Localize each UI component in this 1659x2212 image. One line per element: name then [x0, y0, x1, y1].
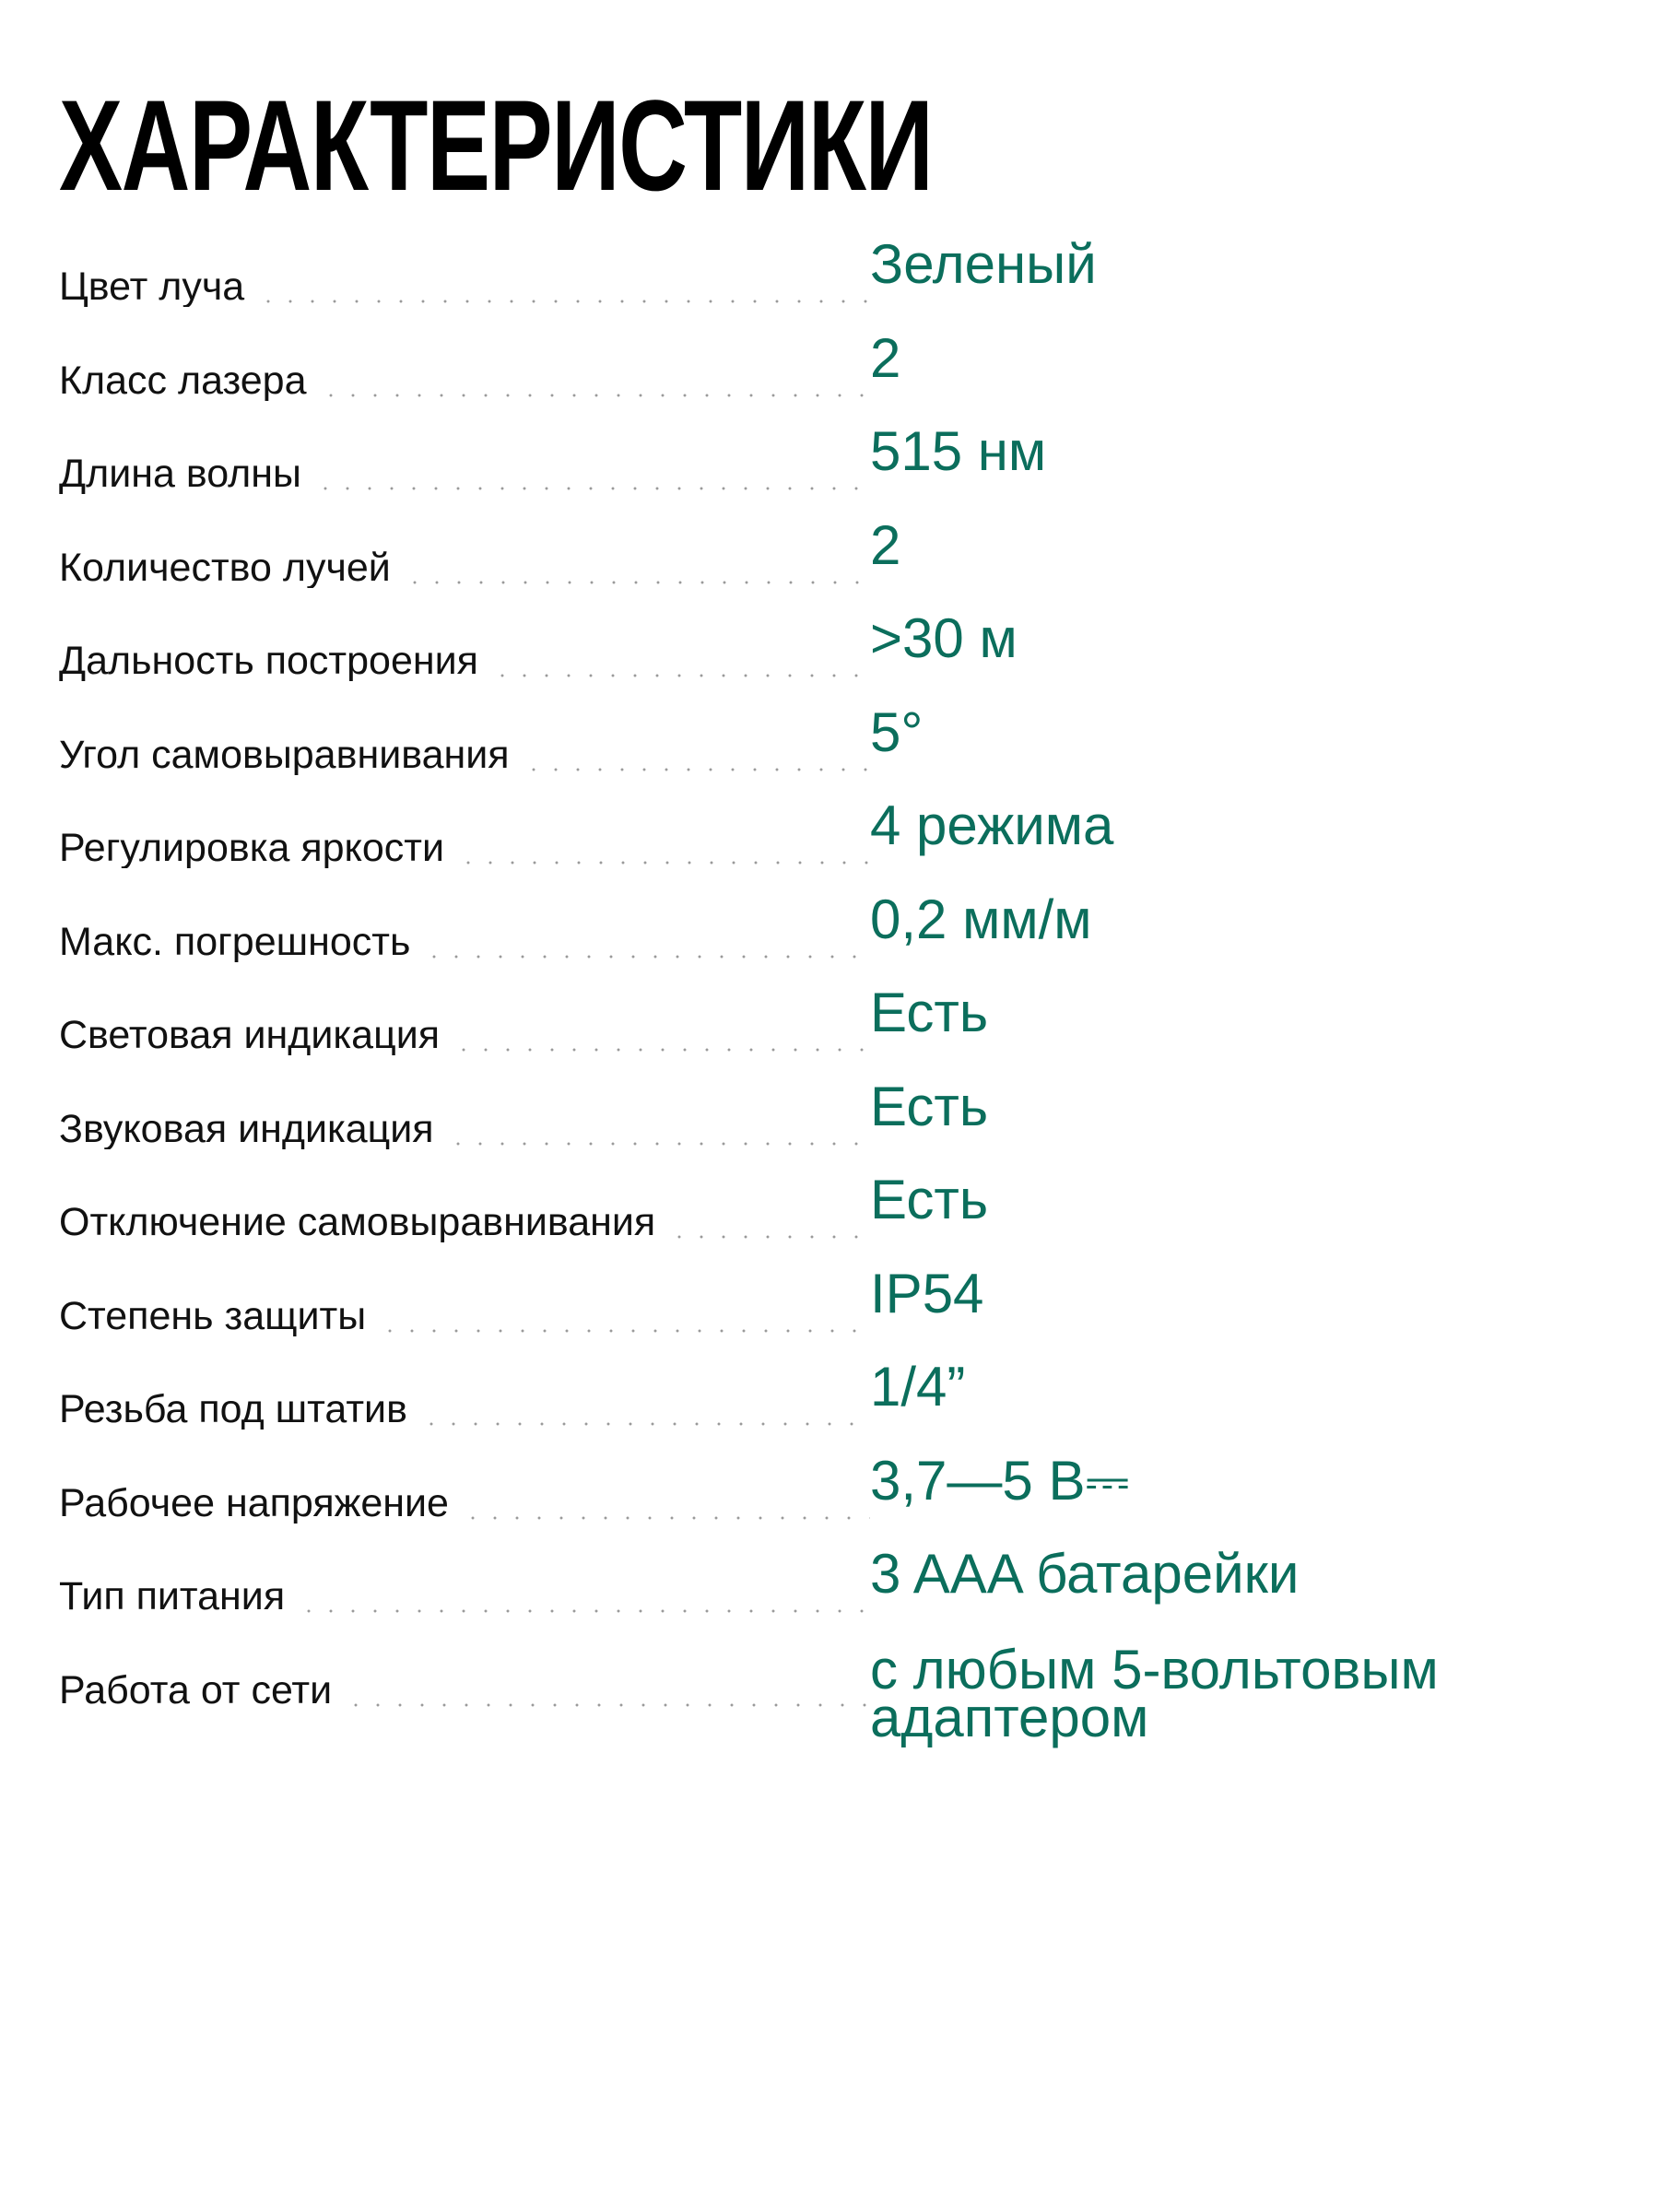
spec-label: Степень защиты	[59, 1293, 367, 1336]
spec-row	[59, 890, 1607, 984]
dot-leader	[257, 300, 870, 303]
spec-value: Зеленый	[870, 233, 1097, 295]
spec-row	[59, 796, 1607, 890]
spec-label: Количество лучей	[59, 545, 391, 588]
dot-leader	[462, 1516, 870, 1520]
spec-row	[59, 1358, 1607, 1452]
spec-value: 3 AAA батарейки	[870, 1543, 1300, 1605]
dot-leader	[423, 955, 870, 959]
spec-value: 2	[870, 513, 901, 576]
spec-row	[59, 326, 1607, 423]
dot-leader	[379, 1329, 870, 1333]
spec-label: Тип питания	[59, 1574, 286, 1617]
spec-value: 515 нм	[870, 420, 1047, 482]
dot-leader	[320, 394, 871, 397]
spec-value: 3,7—5 В⎓	[870, 1449, 1130, 1512]
spec-value: 0,2 мм/м	[870, 888, 1092, 950]
spec-label: Регулировка яркости	[59, 826, 444, 868]
spec-label: Дальность построения	[59, 639, 478, 681]
spec-label: Звуковая индикация	[59, 1106, 434, 1149]
dot-leader	[523, 768, 870, 771]
page-title: ХАРАКТЕРИСТИКИ	[59, 73, 933, 218]
spec-value: 5°	[870, 700, 924, 763]
dot-leader	[314, 487, 870, 490]
spec-label: Резьба под штатив	[59, 1387, 407, 1430]
dot-leader	[491, 674, 870, 677]
spec-value: с любым 5-вольтовым адаптером	[870, 1638, 1439, 1748]
dot-leader	[420, 1422, 870, 1426]
spec-value: Есть	[870, 982, 989, 1043]
spec-value: Есть	[870, 1169, 989, 1230]
spec-label: Цвет луча	[59, 265, 245, 307]
spec-row	[59, 422, 1607, 516]
spec-label: Световая индикация	[59, 1013, 441, 1055]
spec-label: Класс лазера	[59, 358, 307, 401]
spec-value: >30 м	[870, 607, 1018, 669]
spec-row	[59, 513, 1607, 610]
dot-leader	[345, 1703, 870, 1707]
spec-row	[59, 609, 1607, 703]
spec-row	[59, 700, 1607, 797]
spec-value: IP54	[870, 1262, 984, 1324]
spec-label: Угол самовыравнивания	[59, 732, 510, 775]
dot-leader	[457, 861, 870, 865]
spec-value: 2	[870, 326, 901, 389]
spec-label: Работа от сети	[59, 1667, 333, 1711]
dot-leader	[668, 1235, 870, 1239]
dot-leader	[447, 1142, 870, 1146]
spec-label: Макс. погрешность	[59, 919, 411, 962]
spec-label: Рабочее напряжение	[59, 1480, 449, 1524]
spec-row	[59, 1077, 1607, 1171]
spec-row	[59, 1545, 1607, 1639]
spec-row	[59, 983, 1607, 1077]
spec-row	[59, 235, 1607, 329]
dot-leader	[404, 581, 870, 584]
spec-value: Есть	[870, 1075, 989, 1137]
spec-value: 4 режима	[870, 794, 1114, 856]
spec-row	[59, 1638, 1607, 1748]
spec-label: Отключение самовыравнивания	[59, 1200, 656, 1242]
spec-row	[59, 1262, 1607, 1359]
spec-row	[59, 1449, 1607, 1546]
dot-leader	[298, 1609, 870, 1613]
spec-value: 1/4”	[870, 1356, 966, 1418]
spec-list	[59, 233, 1607, 1748]
spec-label: Длина волны	[59, 452, 301, 494]
dot-leader	[453, 1048, 870, 1052]
spec-row	[59, 1171, 1607, 1265]
